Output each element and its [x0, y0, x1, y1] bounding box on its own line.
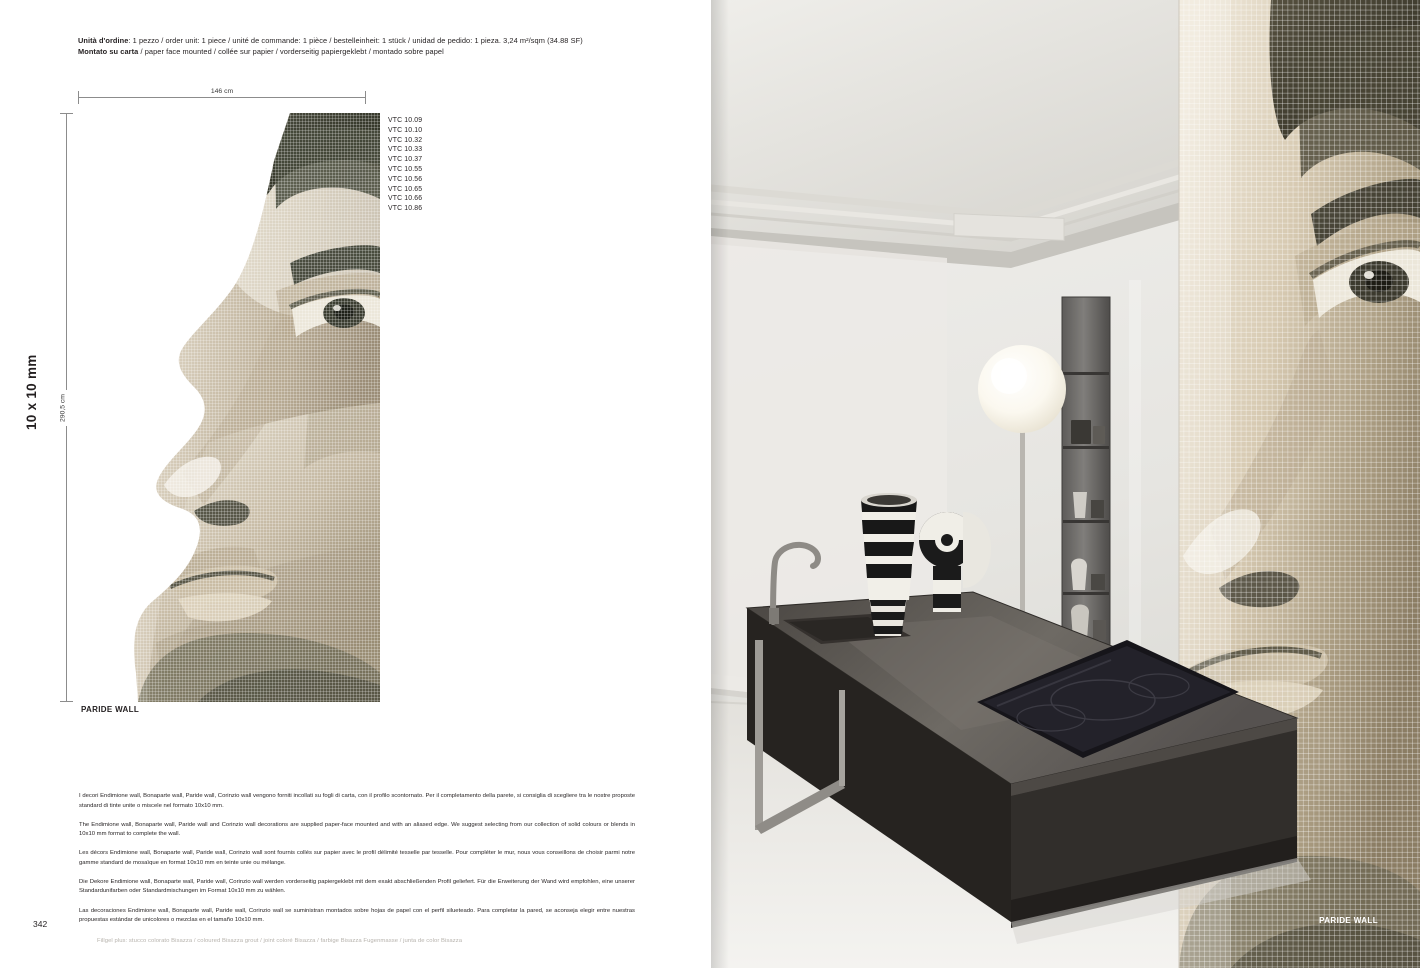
right-page — [711, 0, 1420, 968]
width-dimension-cap-left — [78, 91, 79, 104]
mosaic-face-illustration — [78, 113, 380, 702]
paragraph-fr: Les décors Endimione wall, Bonaparte wall, Paride wall, Corinzio wall sont fournis collés sur papier avec le profil délimité tesselle par tesselle. Pour compléter le mur, nous vous conseillons de choisir parmi notre gamme standard de mosaïque en format 10x10 mm en teinte unie ou mélange. — [79, 850, 635, 866]
width-dimension-label: 146 cm — [206, 88, 238, 95]
description-text-block — [79, 792, 635, 935]
colour-code: VTC 10.10 — [388, 126, 423, 134]
paragraph-en: The Endimione wall, Bonaparte wall, Paride wall and Corinzio wall decorations are supplied paper-face mounted and with an aliased edge. We suggest selecting from our collection of solid colours or blends in 10x10 mm format to complete the wall. — [79, 821, 635, 838]
order-unit-text: : 1 pezzo / order unit: 1 piece / unité de commande: 1 pièce / bestelleinheit: 1 stück / unidad de pedido: 1 pieza. 3,24 m²/sqm (34.88 SF) — [128, 36, 583, 45]
height-dimension — [58, 113, 74, 702]
colour-code: VTC 10.55 — [388, 165, 423, 173]
mosaic-artwork — [78, 113, 380, 702]
artwork-title: PARIDE WALL — [81, 705, 140, 714]
height-dimension-cap-top — [60, 113, 73, 114]
height-dimension-label: 290,5 cm — [56, 390, 69, 426]
colour-code-list — [388, 116, 422, 214]
page-number: 342 — [33, 919, 48, 929]
photo-caption: PARIDE WALL — [1319, 916, 1378, 925]
colour-code: VTC 10.66 — [388, 195, 423, 203]
mounting-label: Montato su carta — [78, 46, 139, 56]
interior-photograph — [711, 0, 1420, 968]
order-unit-label: Unità d'ordine — [78, 36, 129, 45]
colour-code: VTC 10.86 — [388, 205, 423, 213]
colour-code: VTC 10.56 — [388, 175, 423, 183]
colour-code: VTC 10.65 — [388, 185, 423, 193]
paragraph-it: I decori Endimione wall, Bonaparte wall, Paride wall, Corinzio wall vengono forniti incollati su fogli di carta, con il profilo scontornato. Per il completamento della parete, si consiglia di scegliere tra le nostre proposte standard di tinte unite o miscele nel formato 10x10 mm. — [79, 793, 635, 809]
paragraph-es: Las decoraciones Endimione wall, Bonaparte wall, Paride wall, Corinzio wall se suministran montados sobre hojas de papel con el perfil silueteado. Para completar la pared, se aconseja elegir entre nuestras propuestas estándar de unicolores o mezclas en el tamaño 10x10 mm. — [79, 907, 635, 924]
colour-code: VTC 10.37 — [388, 156, 423, 164]
mounting-text: / paper face mounted / collée sur papier / vorderseitig papiergeklebt / montado sobre papel — [138, 46, 444, 56]
tile-format-label: 10 x 10 mm — [24, 354, 39, 430]
paragraph-de: Die Dekore Endimione wall, Bonaparte wall, Paride wall, Corinzio wall werden vorderseitig papiergeklebt mit dem exakt abschließenden Profil geliefert. Für die Erweiterung der Wand wird empfohlen, eine unserer Standardunifarben oder Standardmischungen im Format 10x10 mm zu wählen. — [79, 878, 635, 895]
grout-footnote: Fillgel plus: stucco colorato Bisazza / coloured Bisazza grout / joint coloré Bisazza / farbige Bisazza Fugenmasse / junta de color Bisazza — [97, 938, 463, 944]
order-info-block — [78, 36, 583, 57]
height-dimension-cap-bottom — [60, 701, 73, 702]
colour-code: VTC 10.33 — [388, 146, 423, 154]
gutter-shadow — [711, 0, 729, 968]
width-dimension — [78, 88, 366, 104]
order-unit-line — [78, 36, 583, 47]
colour-code: VTC 10.32 — [388, 136, 423, 144]
width-dimension-cap-right — [365, 91, 366, 104]
width-dimension-line — [78, 97, 366, 98]
colour-code: VTC 10.09 — [388, 117, 423, 124]
mounting-line — [78, 47, 583, 58]
